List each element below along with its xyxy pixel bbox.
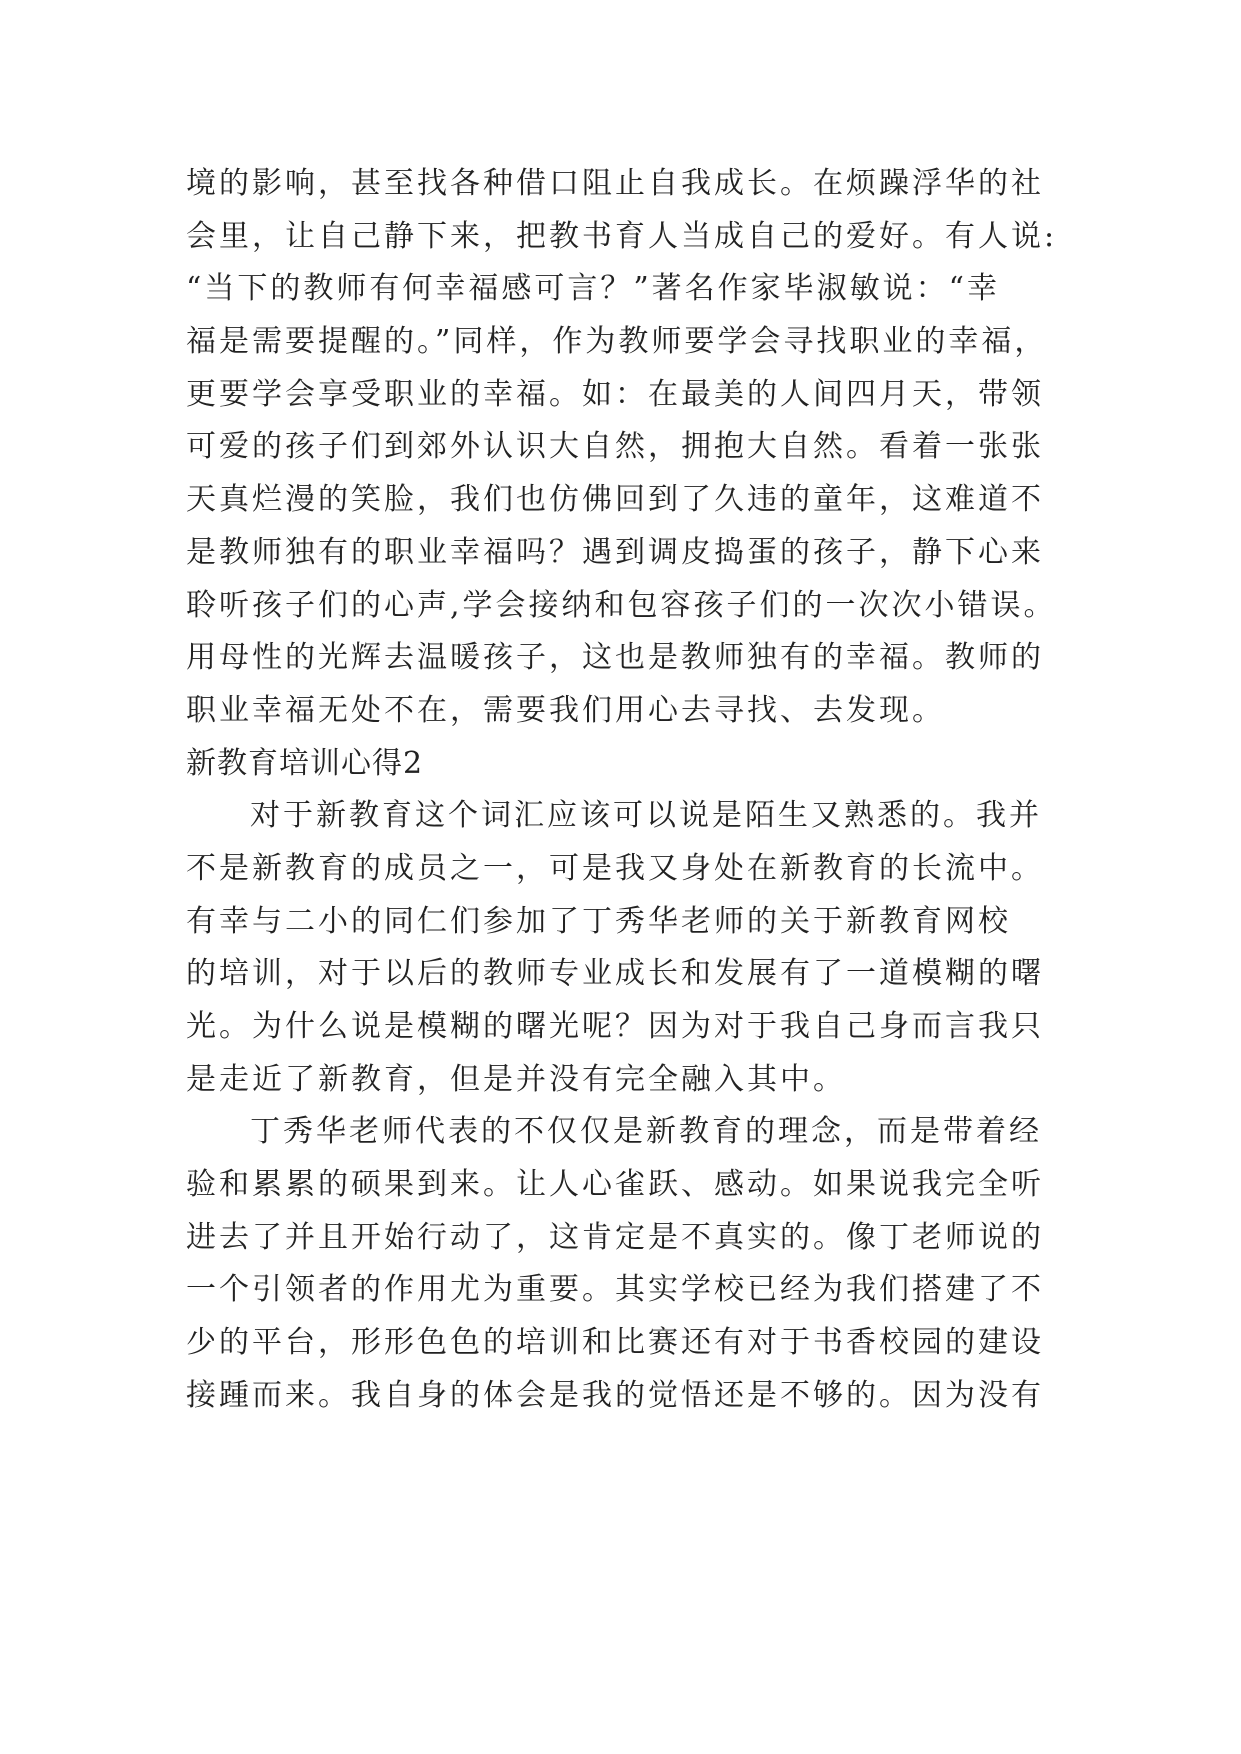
text-line: 丁秀华老师代表的不仅仅是新教育的理念，而是带着经	[250, 1114, 1042, 1150]
text-line: 职业幸福无处不在，需要我们用心去寻找、去发现。	[186, 692, 945, 728]
text-line: 境的影响，甚至找各种借口阻止自我成长。在烦躁浮华的社	[186, 166, 1044, 201]
text-line: 验和累累的硕果到来。让人心雀跃、感动。如果说我完全听	[186, 1167, 1044, 1203]
text-line: 会里，让自己静下来，把教书育人当成自己的爱好。有人说:	[186, 218, 1058, 254]
text-line: 是走近了新教育，但是并没有完全融入其中。	[186, 1061, 846, 1097]
section-heading: 新教育培训心得2	[186, 745, 424, 781]
text-line: 接踵而来。我自身的体会是我的觉悟还是不够的。因为没有	[186, 1377, 1044, 1413]
text-line: 聆听孩子们的心声,学会接纳和包容孩子们的一次次小错误。	[186, 587, 1057, 623]
text-line: 更要学会享受职业的幸福。如：在最美的人间四月天，带领	[186, 376, 1044, 412]
text-line: 不是新教育的成员之一，可是我又身处在新教育的长流中。	[186, 850, 1044, 886]
text-line: “当下的教师有何幸福感可言？”著名作家毕淑敏说：“幸	[186, 271, 1001, 307]
document-body	[186, 158, 1066, 1423]
text-line: 是教师独有的职业幸福吗？遇到调皮捣蛋的孩子，静下心来	[186, 534, 1044, 570]
text-line: 可爱的孩子们到郊外认识大自然，拥抱大自然。看着一张张	[186, 429, 1044, 465]
paragraph-2	[186, 790, 1066, 1106]
text-line: 有幸与二小的同仁们参加了丁秀华老师的关于新教育网校	[186, 903, 1011, 939]
text-line: 少的平台，形形色色的培训和比赛还有对于书香校园的建设	[186, 1325, 1044, 1361]
text-line: 的培训，对于以后的教师专业成长和发展有了一道模糊的曙	[186, 956, 1044, 992]
text-line: 进去了并且开始行动了，这肯定是不真实的。像丁老师说的	[186, 1219, 1044, 1255]
text-line: 天真烂漫的笑脸，我们也仿佛回到了久违的童年，这难道不	[186, 482, 1044, 518]
text-line: 福是需要提醒的。”同样，作为教师要学会寻找职业的幸福，	[186, 324, 1048, 360]
paragraph-3	[186, 1106, 1066, 1422]
text-line: 光。为什么说是模糊的曙光呢？因为对于我自己身而言我只	[186, 1009, 1044, 1044]
text-line: 用母性的光辉去温暖孩子，这也是教师独有的幸福。教师的	[186, 640, 1044, 676]
paragraph-1	[186, 158, 1066, 738]
text-line: 一个引领者的作用尤为重要。其实学校已经为我们搭建了不	[186, 1272, 1044, 1308]
text-line: 对于新教育这个词汇应该可以说是陌生又熟悉的。我并	[250, 798, 1042, 834]
